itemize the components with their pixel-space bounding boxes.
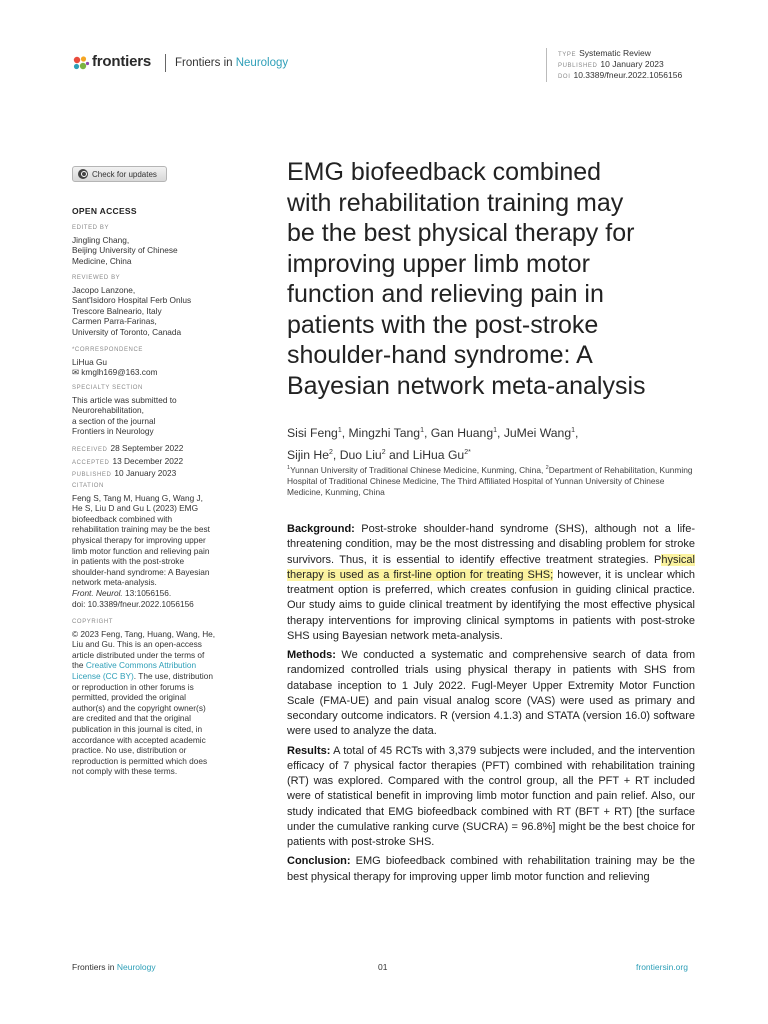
abstract-results: Results: A total of 45 RCTs with 3,379 subjects were included, and the intervention efficacy of 7 physical factor therapies (PFT) combined with rehabilitation training (RT) was explored. Compared with the control group, all the PFT + RT included were of statistical benefit in improving limb motor function and pain relief. Also, our study indicated that EMG biofeedback combined with RT (BFT + RT) [the surface under the cumulative ranking curve (SUCRA) = 96.8%] might be the best choice for patients with post-stroke SHS. — [287, 744, 695, 848]
article-type: TYPE Systematic Review — [558, 48, 651, 58]
abstract-methods: Methods: We conducted a systematic and comprehensive search of data from randomized controlled trials using physical therapy in patients with SHS from database inception to 1 July 2022. Fugl-Meyer Upper Extremity Motor Function Scale (FMA-UE) and pain visual analog score (VAS) were used as primary and secondary outcome indicators. R (version 4.1.3) and STATA (version 16.0) software were used to analyze the data. — [287, 649, 695, 738]
dates: RECEIVED 28 September 2022 ACCEPTED 13 December 2022 PUBLISHED 10 January 2023 — [72, 443, 184, 479]
abstract — [287, 522, 695, 889]
frontiers-logo-icon — [72, 55, 90, 73]
specialty-section: SPECIALTY SECTION This article was submitted to Neurorehabilitation, a section of the journal Frontiers in Neurology — [72, 385, 177, 437]
email-icon: ✉ — [72, 367, 79, 378]
author-affiliation-sup: 1 — [337, 427, 342, 434]
correspondence-email[interactable]: kmglh169@163.com — [81, 367, 158, 378]
doi[interactable]: DOI 10.3389/fneur.2022.1056156 — [558, 70, 683, 80]
author-affiliation-sup: 1 — [571, 427, 575, 434]
author-affiliation-sup: 1 — [420, 427, 424, 434]
author-affiliation-sup: 1 — [493, 427, 498, 434]
open-access-label: OPEN ACCESS — [72, 206, 137, 216]
author-name[interactable]: Mingzhi Tang — [348, 426, 421, 441]
reviewed-by: REVIEWED BY Jacopo Lanzone, Sant'Isidoro Hospital Ferb Onlus Trescore Balneario, Italy Carmen Parra-Farinas, University of Toronto, Canada — [72, 275, 192, 337]
update-icon — [78, 169, 88, 179]
author-name[interactable]: Sijin He — [287, 448, 329, 463]
abstract-conclusion: Conclusion: EMG biofeedback combined with rehabilitation training may be the best physical therapy for improving upper limb motor function and relieving — [287, 855, 695, 883]
author-name[interactable]: Gan Huang — [430, 426, 494, 441]
license-link[interactable]: Creative Commons Attribution License (CC BY) — [72, 660, 197, 681]
page-number: 01 — [378, 962, 388, 972]
author-name[interactable]: Sisi Feng — [287, 426, 338, 441]
highlighted-text: hysical therapy is used as a first-line option for treating SHS; — [287, 553, 695, 581]
footer-site-link[interactable]: frontiersin.org — [636, 962, 688, 972]
author-affiliation-sup: 2 — [329, 449, 333, 457]
edited-by: EDITED BY Jingling Chang, Beijing University of Chinese Medicine, China — [72, 225, 178, 266]
check-for-updates-button[interactable]: Check for updates — [72, 166, 167, 182]
citation: CITATION Feng S, Tang M, Huang G, Wang J, He S, Liu D and Gu L (2023) EMG biofeedback combined with rehabilitation training may be the best physical therapy for improving upper limb motor function and relieving pain in patients with the post-stroke shoulder-hand syndrome: A Bayesian network meta-analysis. Front. Neurol. 13:1056156. doi: 10.3389/fneur.2022.1056156 — [72, 483, 210, 609]
footer-journal: Frontiers in Neurology — [72, 962, 156, 972]
correspondence: *CORRESPONDENCE LiHua Gu ✉ kmglh169@163.com — [72, 347, 158, 378]
author-name[interactable]: Duo Liu — [339, 448, 382, 463]
meta-divider — [546, 48, 547, 82]
frontiers-logo-text[interactable]: frontiers — [92, 53, 152, 70]
copyright: COPYRIGHT © 2023 Feng, Tang, Huang, Wang, He, Liu and Gu. This is an open-access article distributed under the terms of the Creative Commons Attribution License (CC BY). The use, distribution or reproduction in other forums is permitted, provided the original author(s) and the copyright owner(s) are credited and that the original publication in this journal is cited, in accordance with accepted academic practice. No use, distribution or reproduction is permitted which does not comply with these terms. — [72, 619, 216, 777]
author-list: Sisi Feng$^1$, Mingzhi Tang$^1$, Gan Huang$^1$, JuMei Wang$^1$, Sijin He$^2$, Duo Liu$^2$ and LiHua $Gu^{2*}$ — [287, 426, 579, 463]
published-date: PUBLISHED 10 January 2023 — [558, 59, 664, 69]
abstract-background: Background: Post-stroke shoulder-hand syndrome (SHS), although not a life-threatening condition, may be the most distressing and disabling problem for stroke survivors. Thus, it is essential to identify effective treatment strategies. Physical therapy is used as a first-line option for treating SHS; however, it is unclear which treatment option is preferred, which creates confusion in guiding clinical practice. Our study aims to guide clinical treatment by identifying the most effective physical therapy interventions for improving clinical symptoms in patients with post-stroke SHS using Bayesian network meta-analysis. — [287, 523, 696, 642]
author-name[interactable]: LiHua Gu — [412, 448, 465, 463]
article-title: EMG biofeedback combined with rehabilitation training may be the best physical therapy for improving upper limb motor function and relieving pain in patients with the post-stroke shoulder-hand syndrome: A Bayesian network meta-analysis — [287, 158, 646, 400]
author-name[interactable]: JuMei Wang — [503, 426, 572, 441]
header-divider — [165, 54, 166, 72]
author-affiliation-sup: 2* — [464, 449, 471, 457]
author-affiliation-sup: 2 — [381, 449, 386, 457]
affiliations: $^1$Yunnan University of Traditional Chinese Medicine, Kunming, China, $^2$Department of Rehabilitation, Kunming Hospital of Traditional Chinese Medicine, The Third Affiliated Hospital of Yunnan University of Chinese Medicine, Kunming, China — [287, 464, 693, 497]
journal-name[interactable]: Frontiers in Neurology — [175, 57, 289, 69]
